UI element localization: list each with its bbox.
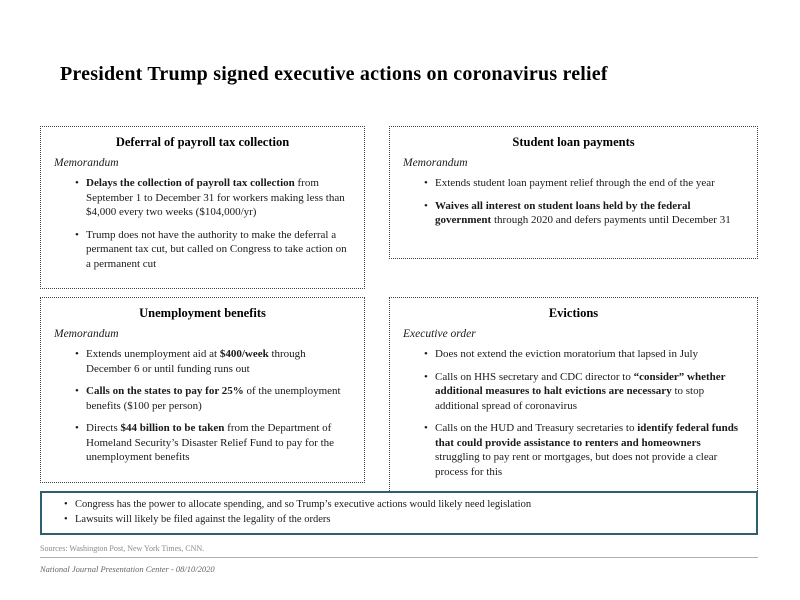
bullet-item xyxy=(424,370,743,414)
bullet-text-segment: from September 1 to December 31 for workers making less than $4,000 every two weeks ($104,000/yr) xyxy=(86,177,345,219)
bullet-item xyxy=(424,421,743,479)
bullet-text-segment: Lawsuits will likely be filed against the legality of the orders xyxy=(75,514,331,526)
bullet-item xyxy=(424,347,743,362)
box-evictions xyxy=(389,297,758,493)
box-subtitle: Memorandum xyxy=(403,157,468,169)
box-payroll-tax-deferral xyxy=(40,126,365,289)
note-bullet-list xyxy=(52,498,746,527)
bullet-text-segment: Extends unemployment aid at xyxy=(86,348,220,360)
bullet-item xyxy=(75,176,350,220)
bullet-text-segment: Calls on the states to pay for 25% xyxy=(86,385,244,398)
bullet-text-segment: $44 billion to be taken xyxy=(120,422,225,435)
credit-text: National Journal Presentation Center - 08/10/2020 xyxy=(40,564,215,574)
box-subtitle: Memorandum xyxy=(54,157,119,169)
bullet-text-segment: Trump does not have the authority to make the deferral a permanent tax cut, but called on Congress to take action on a permanent cut xyxy=(86,228,347,270)
slide-title: President Trump signed executive actions on coronavirus relief xyxy=(60,63,608,85)
bullet-text-segment: from the Department of Homeland Security’s Disaster Relief Fund to pay for the unemployment benefits xyxy=(86,422,335,464)
box-subtitle: Executive order xyxy=(403,328,476,340)
bullet-text-segment: “consider” whether additional measures to halt evictions are necessary xyxy=(435,370,726,398)
bullet-text-segment: Extends student loan payment relief through the end of the year xyxy=(435,177,715,189)
bullet-item xyxy=(75,228,350,272)
box-unemployment-benefits xyxy=(40,297,365,483)
box-title: Student loan payments xyxy=(512,135,635,149)
bullet-item xyxy=(75,347,350,376)
bullet-text-segment: Delays the collection of payroll tax collection xyxy=(86,177,295,189)
bullet-text-segment: through 2020 and defers payments until December 31 xyxy=(491,214,731,227)
box-title: Unemployment benefits xyxy=(139,306,266,320)
bullet-list xyxy=(402,347,745,479)
bullet-list xyxy=(402,176,745,228)
bullet-item xyxy=(64,498,744,512)
bullet-item xyxy=(424,199,743,228)
bullet-text-segment: Directs xyxy=(86,422,121,435)
bullet-list xyxy=(53,347,352,465)
bullet-list xyxy=(53,176,352,271)
box-subtitle: Memorandum xyxy=(54,328,119,340)
bullet-item xyxy=(75,421,350,465)
bullet-text-segment: through December 6 or until funding runs out xyxy=(86,348,306,375)
footer-divider xyxy=(40,557,758,558)
bullet-text-segment: to stop additional spread of coronavirus xyxy=(435,385,705,412)
bullet-text-segment: Does not extend the eviction moratorium that lapsed in July xyxy=(435,348,699,360)
bullet-text-segment: Calls on the HUD and Treasury secretaries to xyxy=(435,422,638,435)
bullet-text-segment: of the unemployment benefits ($100 per person) xyxy=(86,385,341,412)
bullet-text-segment: $400/week xyxy=(219,348,269,360)
bullet-item xyxy=(75,384,350,413)
box-student-loan-payments xyxy=(389,126,758,259)
sources-text: Sources: Washington Post, New York Times, CNN. xyxy=(40,544,205,553)
box-title: Deferral of payroll tax collection xyxy=(115,135,290,149)
bullet-text-segment: Waives all interest on student loans held by the federal government xyxy=(435,199,691,227)
box-title: Evictions xyxy=(548,306,599,320)
bullet-text-segment: Calls on HHS secretary and CDC director to xyxy=(435,370,634,383)
bullet-text-segment: Congress has the power to allocate spending, and so Trump’s executive actions would likely need legislation xyxy=(75,499,532,510)
bullet-item xyxy=(64,513,744,527)
bullet-text-segment: struggling to pay rent or mortgages, but does not provide a clear process for this xyxy=(435,451,718,478)
bullet-item xyxy=(424,176,743,191)
takeaway-note-box xyxy=(40,491,758,535)
bullet-text-segment: identify federal funds that could provide assistance to renters and homeowners xyxy=(435,422,739,449)
